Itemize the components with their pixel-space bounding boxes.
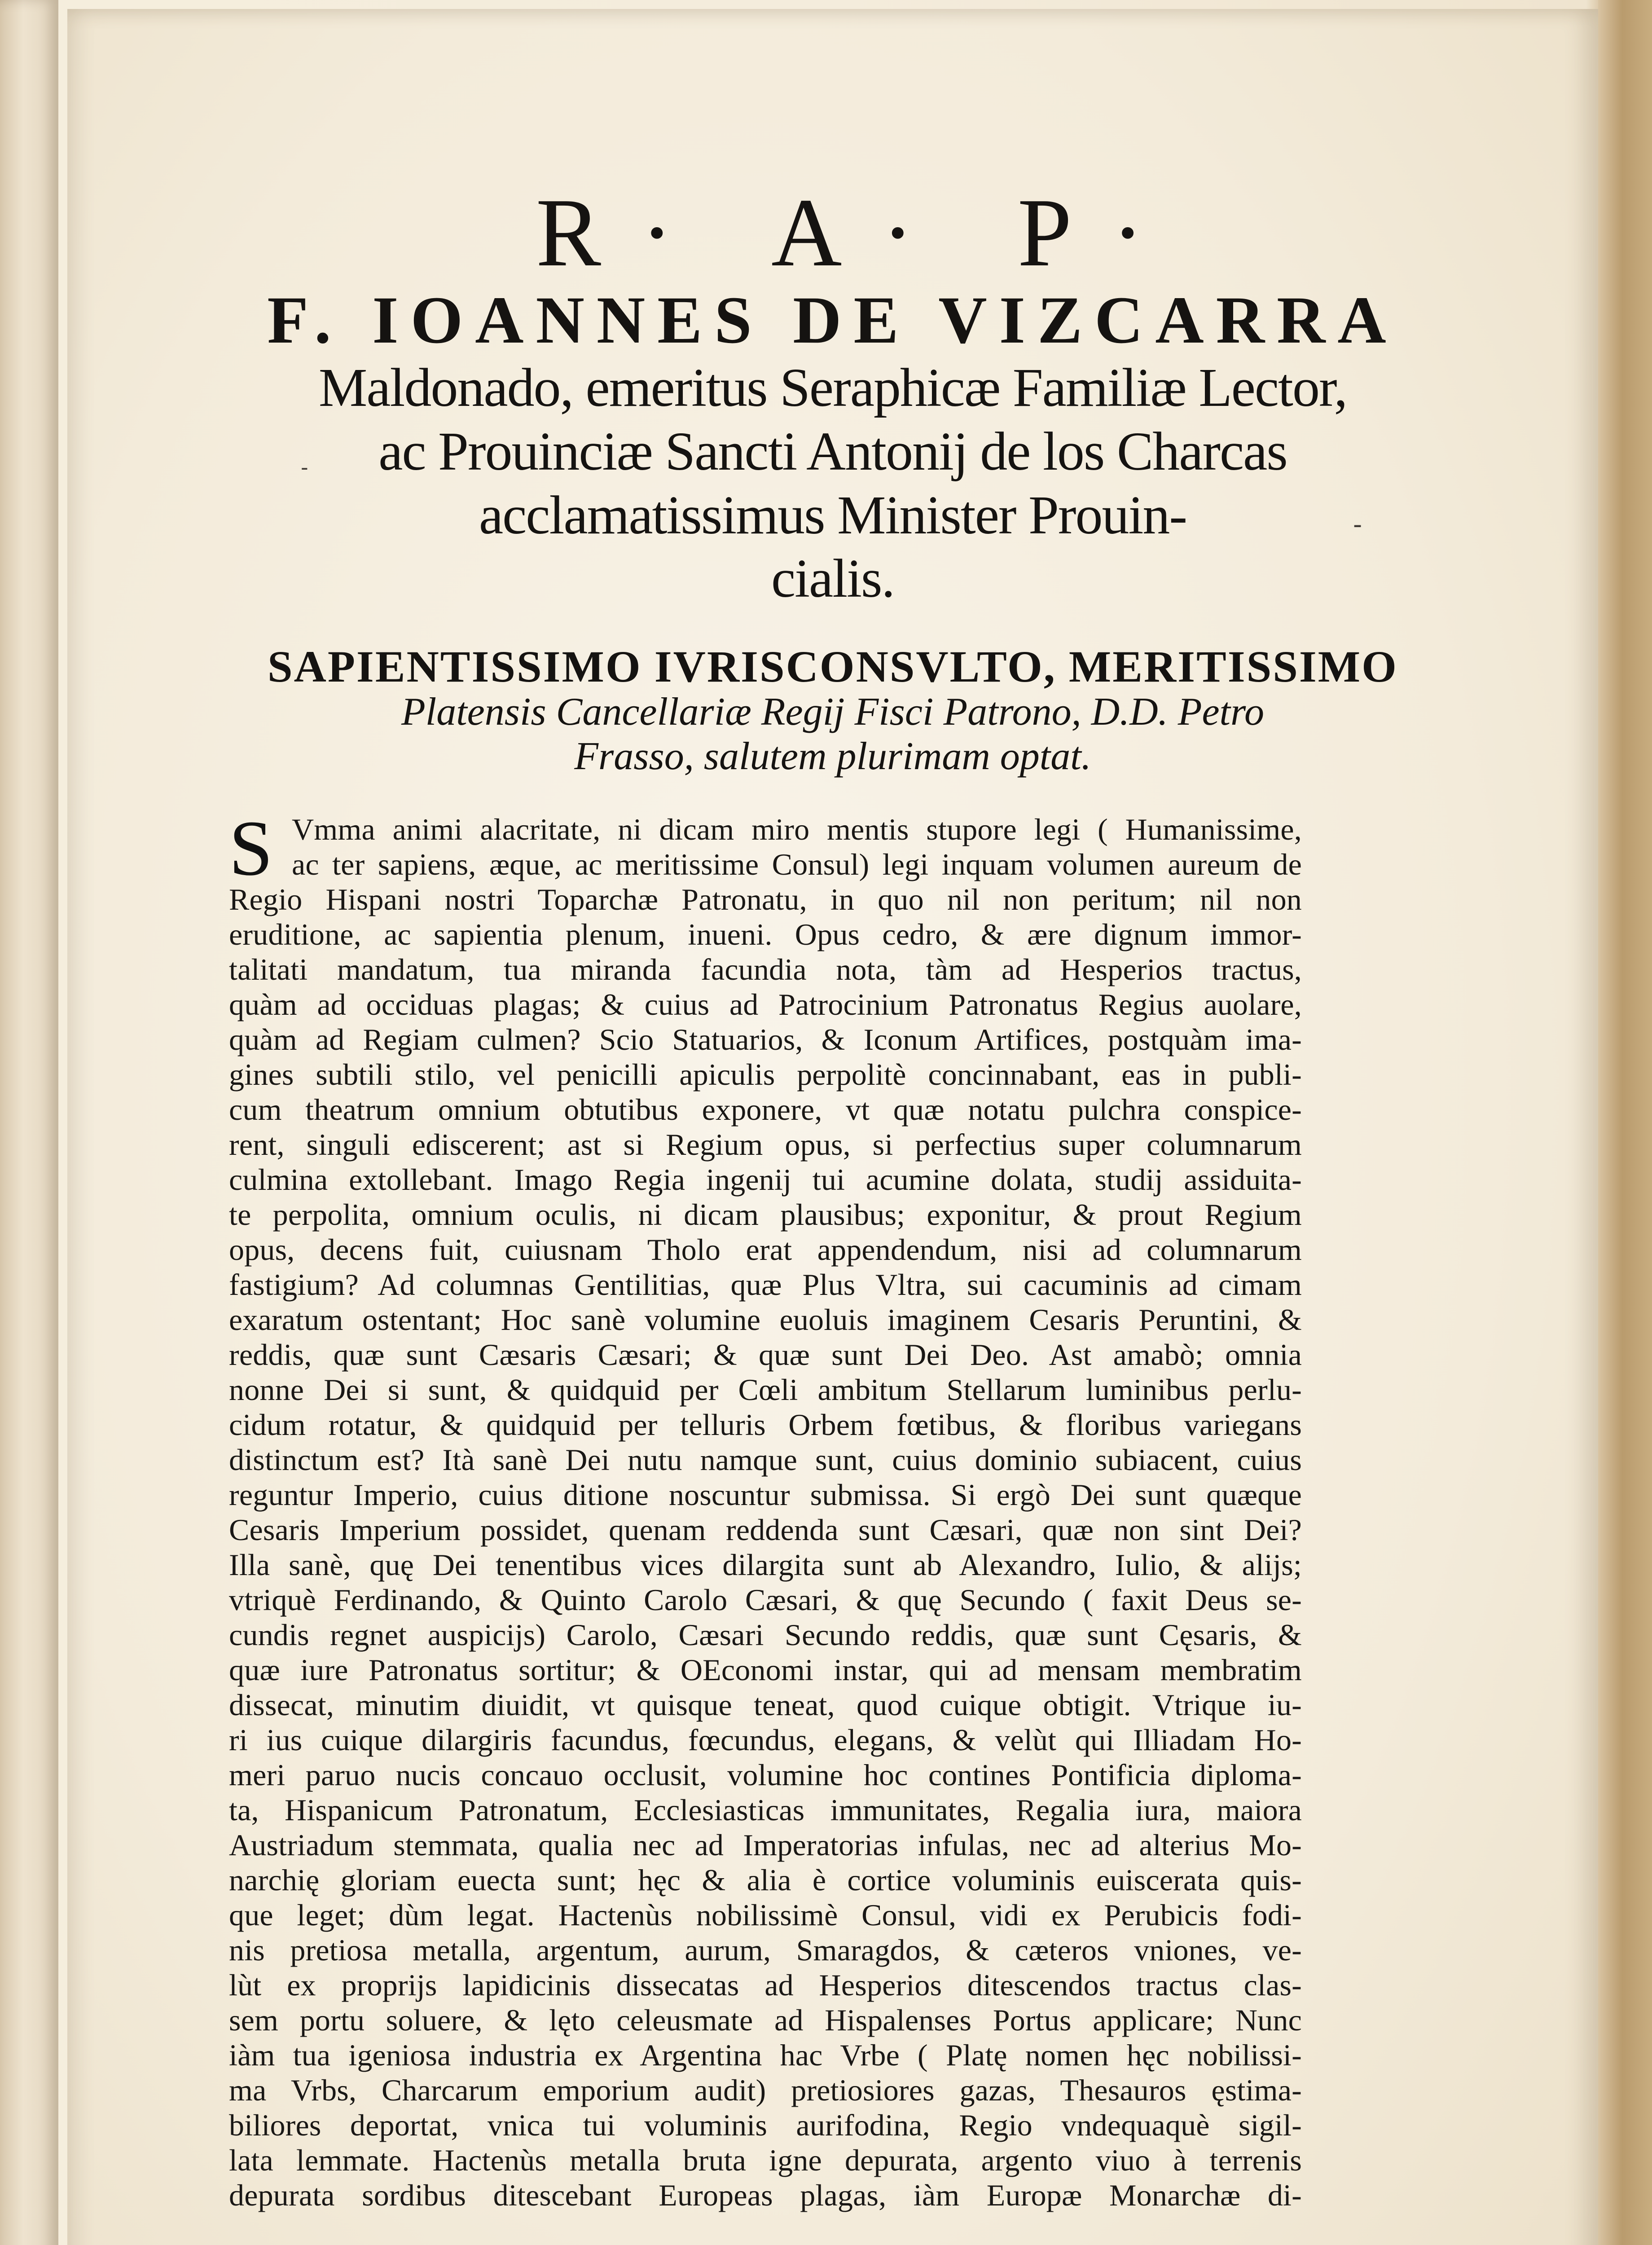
text-line: Vmma animi alacritate, ni dicam miro mentis stupore legi ( Humanissime, <box>292 812 1302 846</box>
text-line: cidum rotatur, & quidquid per telluris Orbem fœtibus, & floribus variegans <box>229 1408 1302 1442</box>
text-line: exaratum ostentant; Hoc sanè volumine euoluis imaginem Cesaris Peruntini, & <box>229 1303 1302 1337</box>
text-line: culmina extollebant. Imago Regia ingenij tui acumine dolata, studij assiduita- <box>229 1162 1302 1197</box>
text-line: ma Vrbs, Charcarum emporium audit) pretiosiores gazas, Thesauros ęstima- <box>229 2073 1302 2107</box>
text-line: cundis regnet auspicijs) Carolo, Cæsari Secundo reddis, quæ sunt Cęsaris, & <box>229 1618 1302 1652</box>
book-board-edge <box>1598 0 1652 2245</box>
text-line: Austriadum stemmata, qualia nec ad Imperatorias infulas, nec ad alterius Mo- <box>229 1828 1302 1862</box>
text-line: gines subtili stilo, vel penicilli apiculis perpolitè concinnabant, eas in publi- <box>229 1057 1302 1092</box>
text-line: eruditione, ac sapientia plenum, inueni. Opus cedro, & ære dignum immor- <box>229 917 1302 951</box>
text-line: que leget; dùm legat. Hactenùs nobilissimè Consul, vidi ex Perubicis fodi- <box>229 1898 1302 1932</box>
margin-mark-right: - <box>1353 510 1362 539</box>
text-line: fastigium? Ad columnas Gentilitias, quæ Plus Vltra, sui cacuminis ad cimam <box>229 1268 1302 1302</box>
text-line: ri ius cuique dilargiris facundus, fœcundus, elegans, & velùt qui Illiadam Ho- <box>229 1723 1302 1757</box>
text-line: ta, Hispanicum Patronatum, Ecclesiasticas immunitates, Regalia iura, maiora <box>229 1793 1302 1827</box>
margin-mark: - <box>301 455 308 480</box>
text-line: meri paruo nucis concauo occlusit, volumine hoc contines Pontificia diploma- <box>229 1758 1302 1792</box>
author-name: F. IOANNES DE VIZCARRA <box>267 283 1398 357</box>
text-line: reguntur Imperio, cuius ditione noscuntur submissa. Si ergò Dei sunt quæque <box>229 1478 1302 1512</box>
dedication-block <box>67 643 1598 779</box>
dedication-line-1: SAPIENTISSIMO IVRISCONSVLTO, MERITISSIMO <box>268 642 1398 691</box>
text-line: vtriquè Ferdinando, & Quinto Carolo Cæsari, & quę Secundo ( faxit Deus se- <box>229 1583 1302 1617</box>
text-line: Illa sanè, quę Dei tenentibus vices dilargita sunt ab Alexandro, Iulio, & alijs; <box>229 1548 1302 1582</box>
text-line: nonne Dei si sunt, & quidquid per Cœli ambitum Stellarum luminibus perlu- <box>229 1373 1302 1407</box>
main-text <box>229 805 1302 2213</box>
text-line: quàm ad Regiam culmen? Scio Statuarios, & Iconum Artifices, postquàm ima- <box>229 1022 1302 1056</box>
text-line: rent, singuli ediscerent; ast si Regium opus, si perfectius super columnarum <box>229 1127 1302 1162</box>
text-line: lùt ex proprijs lapidicinis dissecatas ad Hesperios ditescendos tractus clas- <box>229 1968 1302 2002</box>
text-line: quàm ad occiduas plagas; & cuius ad Patrocinium Patronatus Regius auolare, <box>229 987 1302 1021</box>
text-line: Cesaris Imperium possidet, quenam reddenda sunt Cæsari, quæ non sint Dei? <box>229 1513 1302 1547</box>
title-line-3: acclamatissimus Minister Prouin- <box>479 484 1186 546</box>
text-line: reddis, quæ sunt Cæsaris Cæsari; & quæ sunt Dei Deo. Ast amabò; omnia <box>229 1338 1302 1372</box>
text-line: lata lemmate. Hactenùs metalla bruta igne depurata, argento viuo à terrenis <box>229 2143 1302 2177</box>
text-line: biliores deportat, vnica tui voluminis aurifodina, Regio vndequaquè sigil- <box>229 2108 1302 2142</box>
title-line-1: Maldonado, emeritus Seraphicæ Familiæ Lector, <box>318 357 1347 418</box>
dropcap: S <box>229 805 273 892</box>
text-line: cum theatrum omnium obtutibus exponere, vt quæ notatu pulchra conspice- <box>229 1092 1302 1127</box>
text-line: nis pretiosa metalla, argentum, aurum, Smaragdos, & cæteros vniones, ve- <box>229 1933 1302 1967</box>
title-block <box>67 179 1598 609</box>
left-page-edge <box>0 0 58 2245</box>
text-line: talitati mandatum, tua miranda facundia nota, tàm ad Hesperios tractus, <box>229 952 1302 986</box>
text-line: quæ iure Patronatus sortitur; & OEconomi instar, qui ad mensam membratim <box>229 1653 1302 1687</box>
text-line: depurata sordibus ditescebant Europeas plagas, iàm Europæ Monarchæ di- <box>229 2178 1302 2212</box>
text-line: narchię gloriam euecta sunt; hęc & alia è cortice voluminis euiscerata quis- <box>229 1863 1302 1897</box>
text-line: distinctum est? Ità sanè Dei nutu namque sunt, cuius dominio subiacent, cuius <box>229 1443 1302 1477</box>
text-line: Regio Hispani nostri Toparchæ Patronatu, in quo nil non peritum; nil non <box>229 882 1302 916</box>
document-page <box>67 9 1598 2245</box>
title-initials: R· A· P· <box>536 179 1184 287</box>
text-line: ac ter sapiens, æque, ac meritissime Consul) legi inquam volumen aureum de <box>292 847 1302 881</box>
text-line: sem portu soluere, & lęto celeusmate ad Hispalenses Portus applicare; Nunc <box>229 2003 1302 2037</box>
dedication-line-3: Frasso, salutem plurimam optat. <box>574 734 1091 778</box>
text-line: dissecat, minutim diuidit, vt quisque teneat, quod cuique obtigit. Vtrique iu- <box>229 1688 1302 1722</box>
text-line: te perpolita, omnium oculis, ni dicam plausibus; exponitur, & prout Regium <box>229 1197 1302 1232</box>
text-line: opus, decens fuit, cuiusnam Tholo erat appendendum, nisi ad columnarum <box>229 1233 1302 1267</box>
text-line: iàm tua igeniosa industria ex Argentina hac Vrbe ( Platę nomen hęc nobilissi- <box>229 2038 1302 2072</box>
title-line-4: cialis. <box>771 548 894 609</box>
title-line-2: ac Prouinciæ Sancti Antonij de los Charcas <box>378 421 1287 482</box>
dedication-line-2: Platensis Cancellariæ Regij Fisci Patrono, D.D. Petro <box>401 690 1264 734</box>
